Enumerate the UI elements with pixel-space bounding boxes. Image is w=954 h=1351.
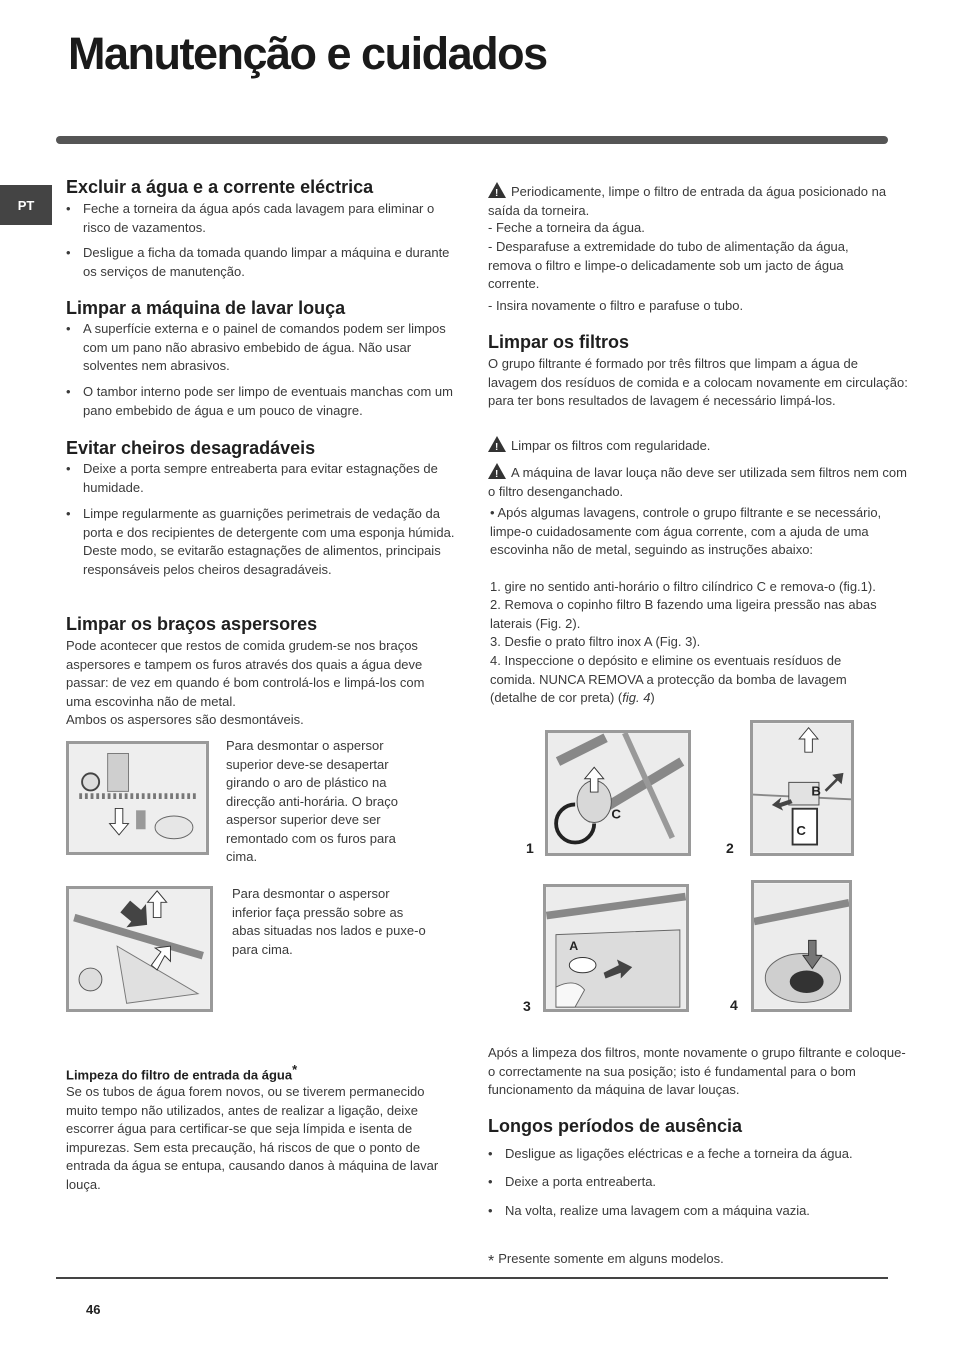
filters-warning-no-filter — [488, 463, 908, 501]
lower-spray-arm-text: Para desmontar o aspersor inferior faça pressão sobre as abas situadas nos lados e puxe-o para cima. — [232, 886, 426, 957]
heading-clean-machine: Limpar a máquina de lavar louça — [66, 298, 346, 318]
footnote — [488, 1250, 888, 1272]
bullet-disconnect: • Desligue as ligações eléctricas e a feche a torneira da água. — [488, 1145, 905, 1164]
filters-step-4-fig-ref: fig. 4 — [622, 690, 651, 705]
spray-arms-removable: Ambos os aspersores são desmontáveis. — [66, 712, 304, 727]
inlet-step-reinsert: - Insira novamente o filtro e parafuse o tubo. — [488, 298, 744, 313]
filters-step-3: 3. Desfie o prato filtro inox A (Fig. 3). — [490, 634, 701, 649]
filters-warning-no-filter-text: A máquina de lavar louça não deve ser utilizada sem filtros nem com o filtro desenganchado. — [488, 465, 907, 499]
upper-spray-arm-text: Para desmontar o aspersor superior deve-se desapertar girando o aro de plástico na direcção anti-horária. O braço aspersor superior deve ser remontado com os furos para cima. — [226, 738, 398, 864]
figure-filter-4 — [751, 880, 852, 1012]
heading-avoid-odors: Evitar cheiros desagradáveis — [66, 438, 316, 458]
figure-filter-2 — [750, 720, 854, 856]
heading-spray-arms: Limpar os braços aspersores — [66, 614, 318, 634]
bullet-unplug: • Desligue a ficha da tomada quando limpar a máquina e durante os serviços de manutenção. — [66, 244, 461, 281]
filter-label-a: A — [569, 938, 579, 953]
inlet-filter-paragraph: Se os tubos de água forem novos, ou se tiverem permanecido muito tempo não utilizados, antes de realizar a ligação, deixe escorrer água para certificar-se que seja límpida e isenta de impurezas. Sem esta precaução, há riscos de que o ponto de entrada da água se entupa, causando danos à máquina de lavar louça. — [66, 1084, 439, 1192]
filter-label-c: C — [611, 806, 621, 822]
bullet-door-ajar: • Deixe a porta sempre entreaberta para evitar estagnações de humidade. — [66, 460, 461, 497]
figure-number-4: 4 — [730, 997, 738, 1013]
filters-step-4-text: 4. Inspeccione o depósito e elimine os eventuais resíduos de comida. NUNCA REMOVA a protecção da bomba de lavagem (detalhe de cor preta) ( — [490, 653, 847, 705]
heading-water-electric: Excluir a água e a corrente eléctrica — [66, 177, 374, 197]
filters-step-4-close: ) — [650, 690, 655, 705]
figure-number-3: 3 — [523, 998, 531, 1014]
bullet-external-surface: • A superfície externa e o painel de comandos podem ser limpos com um pano não abrasivo embebido de água. Não usar solventes nem abrasivos. — [66, 320, 461, 376]
filters-warning-regular-text: Limpar os filtros com regularidade. — [511, 438, 711, 453]
figure-filter-1 — [545, 730, 691, 856]
figure-number-1: 1 — [526, 840, 534, 856]
warning-icon — [488, 463, 506, 479]
filters-warning-regular — [488, 436, 908, 456]
heading-inlet-filter — [66, 1062, 297, 1082]
footnote-mark: * — [488, 1253, 495, 1270]
footer-rule — [56, 1277, 888, 1279]
bullet-close-tap: • Feche a torneira da água após cada lavagem para eliminar o risco de vazamentos. — [66, 200, 461, 237]
inlet-step-close-tap: - Feche a torneira da água. — [488, 220, 645, 235]
bullet-door-ajar-absence: • Deixe a porta entreaberta. — [488, 1173, 905, 1192]
filter-label-b: B — [811, 783, 821, 799]
filters-instructions: • Após algumas lavagens, controle o grupo filtrante e se necessário, limpe-o cuidadosamente com água corrente, com a ajuda de uma escovinha não de metal, seguindo as instruções abaixo: — [490, 505, 882, 557]
after-cleaning-paragraph: Após a limpeza dos filtros, monte novamente o grupo filtrante e coloque-o correctamente na sua posição; isto é fundamental para o bom funcionamento da máquina de lavar louças. — [488, 1045, 906, 1097]
warning-icon — [488, 436, 506, 452]
inlet-filter-heading-text: Limpeza do filtro de entrada da água — [66, 1067, 293, 1083]
figure-number-2: 2 — [726, 840, 734, 856]
heading-long-absence: Longos períodos de ausência — [488, 1116, 743, 1136]
filter-label-c-2: C — [796, 823, 806, 839]
inlet-warning-paragraph — [488, 182, 908, 220]
bullet-empty-wash: • Na volta, realize uma lavagem com a máquina vazia. — [488, 1202, 905, 1221]
page-title: Manutenção e cuidados — [68, 28, 547, 79]
spray-arms-paragraph: Pode acontecer que restos de comida grudem-se nos braços aspersores e tampem os furos através dos quais a água deve passar: de vez em quando é bom controlá-los e limpá-los com uma escovinha não de metal. — [66, 638, 425, 709]
inlet-filter-footnote-mark: * — [292, 1062, 298, 1077]
heading-clean-filters: Limpar os filtros — [488, 332, 630, 352]
inlet-warning-text: Periodicamente, limpe o filtro de entrada da água posicionado na saída da torneira. — [488, 184, 887, 218]
warning-icon — [488, 182, 506, 198]
filters-paragraph: O grupo filtrante é formado por três filtros que limpam a água de lavagem dos resíduos de comida e a colocam novamente em circulação: para ter bons resultados de lavagem é necessário limpá-los. — [488, 356, 908, 408]
inlet-step-unscrew: - Desparafuse a extremidade do tubo de alimentação da água, remova o filtro e limpe-o delicadamente sob um jacto de água corrente. — [488, 239, 849, 291]
footnote-text: Presente somente em alguns modelos. — [498, 1251, 724, 1266]
filters-step-2: 2. Remova o copinho filtro B fazendo uma ligeira pressão nas abas laterais (Fig. 2). — [490, 597, 877, 631]
figure-lower-spray-arm — [66, 886, 213, 1012]
figure-upper-spray-arm — [66, 741, 209, 855]
language-tab: PT — [0, 185, 52, 225]
page-number: 46 — [86, 1302, 101, 1317]
filters-step-1: 1. gire no sentido anti-horário o filtro cilíndrico C e remova-o (fig.1). — [490, 579, 876, 594]
bullet-clean-seals: • Limpe regularmente as guarnições perimetrais de vedação da porta e dos recipientes de detergente com uma esponja húmida. Deste modo, se evitarão estagnações de alimentos, principais responsáveis pelos cheiros desagradáveis. — [66, 505, 461, 579]
figure-filter-3 — [543, 884, 689, 1012]
header-rule — [56, 136, 888, 144]
bullet-internal-drum: • O tambor interno pode ser limpo de eventuais manchas com um pano embebido de água e um pouco de vinagre. — [66, 383, 461, 420]
filters-step-4 — [490, 652, 890, 708]
